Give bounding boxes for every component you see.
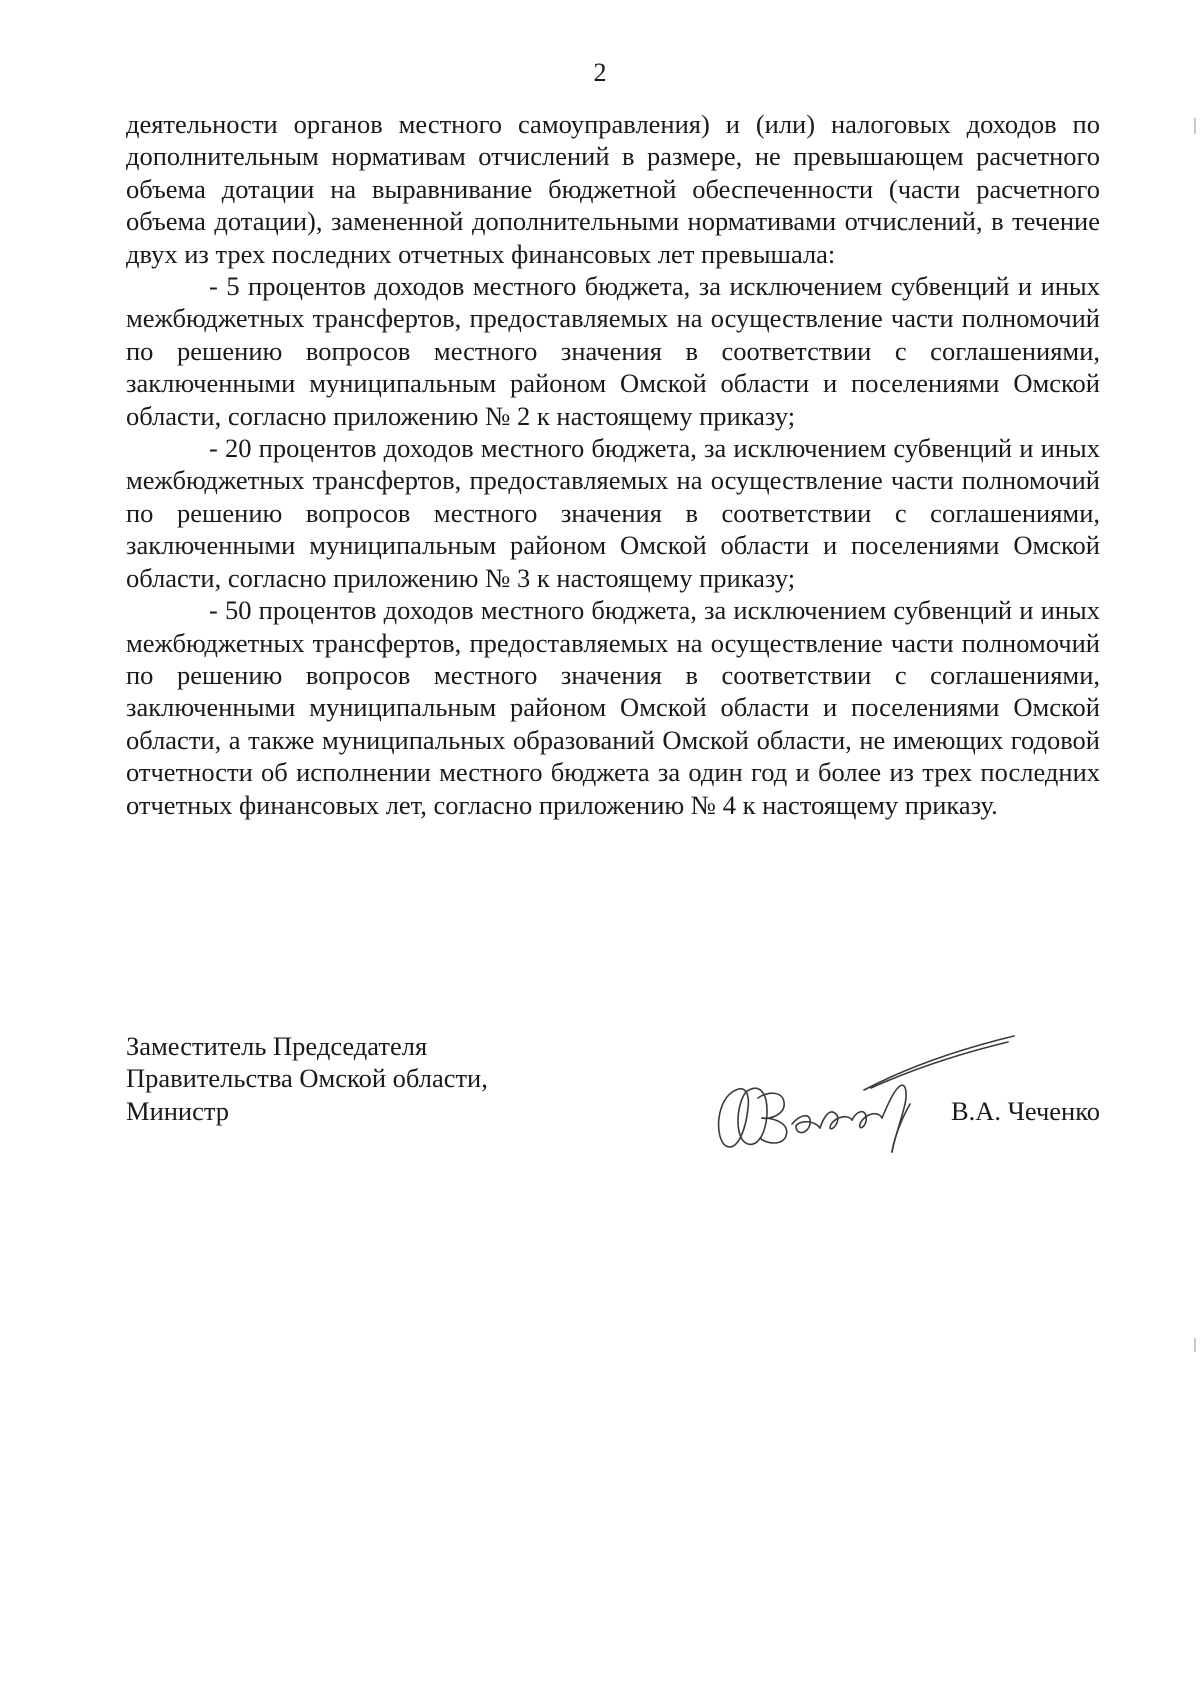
signer-title <box>126 1030 488 1127</box>
signer-title-line: Министр <box>126 1095 230 1126</box>
paragraph-item-20-percent: - 20 процентов доходов местного бюджета, за исключением субвенций и иных межбюджетных трансфертов, предоставляемых на осуществление части полномочий по решению вопросов местного значения в соответствии с соглашениями, заключенными муниципальным районом Омской области и поселениями Омской области, согласно приложению № 3 к настоящему приказу; <box>126 433 1100 593</box>
paragraph-item-5-percent: - 5 процентов доходов местного бюджета, за исключением субвенций и иных межбюджетных трансфертов, предоставляемых на осуществление части полномочий по решению вопросов местного значения в соответствии с соглашениями, заключенными муниципальным районом Омской области и поселениями Омской области, согласно приложению № 2 к настоящему приказу; <box>126 271 1100 431</box>
scan-edge-mark <box>1194 118 1196 134</box>
signer-title-line: Правительства Омской области, <box>126 1063 488 1094</box>
signer-title-line: Заместитель Председателя <box>126 1031 428 1061</box>
paragraph-continuation: деятельности органов местного самоуправления) и (или) налоговых доходов по дополнительным нормативам отчислений в размере, не превышающем расчетного объема дотации на выравнивание бюджетной обеспеченности (части расчетного объема дотации), замененной дополнительными нормативами отчислений, в течение двух из трех последних отчетных финансовых лет превышала: <box>126 109 1100 269</box>
paragraph-item-50-percent: - 50 процентов доходов местного бюджета, за исключением субвенций и иных межбюджетных трансфертов, предоставляемых на осуществление части полномочий по решению вопросов местного значения в соответствии с соглашениями, заключенными муниципальным районом Омской области и поселениями Омской области, а также муниципальных образований Омской области, не имеющих годовой отчетности об исполнении местного бюджета за один год и более из трех последних отчетных финансовых лет, согласно приложению № 4 к настоящему приказу. <box>126 595 1100 820</box>
document-body <box>126 108 1100 821</box>
signature-block <box>126 1030 1100 1170</box>
handwritten-signature <box>696 1028 1016 1158</box>
signer-name: В.А. Чеченко <box>950 1096 1100 1126</box>
page-number: 2 <box>593 58 607 87</box>
scan-edge-mark <box>1194 1338 1196 1352</box>
